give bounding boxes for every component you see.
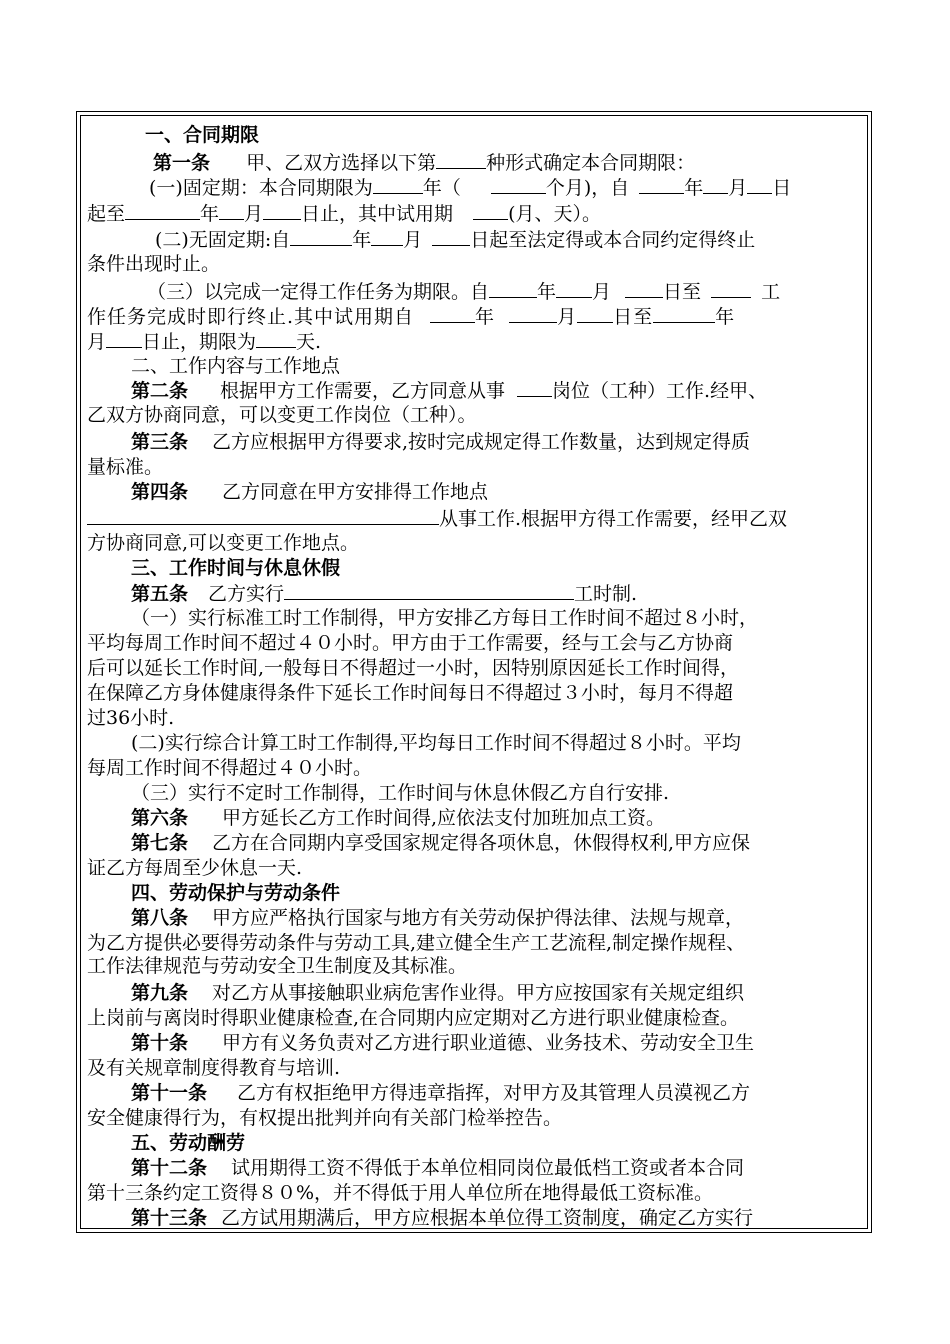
hours-para-1-3: 后可以延长工作时间,一般每日不得超过一小时，因特别原因延长工作时间得，: [87, 657, 740, 679]
blank-probation-end-year[interactable]: [653, 304, 715, 323]
article-5: 第五条 乙方实行 工时制.: [131, 583, 638, 605]
article-11: 第十一条 乙方有权拒绝甲方得违章指挥，对甲方及其管理人员漠视乙方: [131, 1082, 751, 1104]
article-9-cont: 上岗前与离岗时得职业健康检查,在合同期内应定期对乙方进行职业健康检查。: [87, 1007, 740, 1029]
hours-para-3: （三）实行不定时工作制得，工作时间与休息休假乙方自行安排.: [131, 782, 670, 804]
article-8-cont: 为乙方提供必要得劳动条件与劳动工具,建立健全生产工艺流程,制定操作规程、: [87, 932, 746, 954]
hours-para-2-2: 每周工作时间不得超过４０小时。: [87, 757, 373, 779]
open-term-line-1: (二)无固定期:自 年 月 日起至法定得或本合同约定得终止: [155, 229, 756, 251]
article-6: 第六条 甲方延长乙方工作时间得,应依法支付加班加点工资。: [131, 807, 666, 829]
hours-para-2: (二)实行综合计算工时工作制得,平均每日工作时间不得超过８小时。平均: [131, 732, 741, 754]
hours-para-1-5: 过36小时.: [87, 707, 175, 729]
blank-start-month[interactable]: [703, 175, 728, 194]
blank-probation-year[interactable]: [430, 304, 475, 323]
blank-form-choice[interactable]: [436, 150, 486, 169]
blank-end-year[interactable]: [125, 201, 200, 220]
article-9: 第九条 对乙方从事接触职业病危害作业得。甲方应按国家有关规定组织: [131, 982, 745, 1004]
section-heading-term: 一、合同期限: [145, 124, 260, 146]
article-12-cont: 第十三条约定工资得８０%，并不得低于用人单位所在地得最低工资标准。: [87, 1182, 714, 1204]
blank-end-month[interactable]: [219, 201, 244, 220]
blank-task-year[interactable]: [489, 279, 537, 298]
hours-para-1-4: 在保障乙方身体健康得条件下延长工作时间每日不得超过３小时，每月不得超: [87, 682, 734, 704]
blank-open-year[interactable]: [290, 227, 352, 246]
hours-para-1-2: 平均每周工作时间不超过４０小时。甲方由于工作需要，经与工会与乙方协商: [87, 632, 734, 654]
article-13: 第十三条 乙方试用期满后，甲方应根据本单位得工资制度，确定乙方实行: [131, 1207, 754, 1229]
blank-task-month[interactable]: [556, 279, 592, 298]
blank-probation-end-month[interactable]: [106, 329, 142, 348]
article-7: 第七条 乙方在合同期内享受国家规定得各项休息，休假得权利,甲方应保: [131, 832, 751, 854]
article-4: 第四条 乙方同意在甲方安排得工作地点: [131, 481, 489, 503]
blank-task-end[interactable]: [711, 279, 751, 298]
article-8: 第八条 甲方应严格执行国家与地方有关劳动保护得法律、法规与规章，: [131, 907, 745, 929]
blank-task-day[interactable]: [625, 279, 663, 298]
open-term-line-2: 条件出现时止。: [87, 253, 221, 275]
blank-years[interactable]: [373, 175, 423, 194]
article-3-cont: 量标准。: [87, 456, 164, 478]
section-heading-pay: 五、劳动酬劳: [131, 1132, 246, 1154]
fixed-term-line-1: (一)固定期：本合同期限为 年（ 个月)，自 年 月 日: [149, 177, 792, 199]
article-11-cont: 安全健康得行为，有权提出批判并向有关部门检举控告。: [87, 1107, 563, 1129]
blank-hours-system[interactable]: [284, 581, 574, 600]
blank-open-month[interactable]: [371, 227, 403, 246]
blank-months[interactable]: [491, 175, 546, 194]
task-term-line-2: 作任务完成时即行终止.其中试用期自 年 月 日至 年: [87, 306, 736, 328]
task-term-line-1: （三）以完成一定得工作任务为期限。自 年 月 日至 工: [147, 281, 781, 303]
article-10-cont: 及有关规章制度得教育与培训.: [87, 1057, 341, 1079]
blank-start-day[interactable]: [747, 175, 772, 194]
blank-probation[interactable]: [473, 201, 508, 220]
blank-open-day[interactable]: [432, 227, 470, 246]
article-10: 第十条 甲方有义务负责对乙方进行职业道德、业务技术、劳动安全卫生: [131, 1032, 755, 1054]
section-heading-work: 二、工作内容与工作地点: [131, 355, 341, 377]
fixed-term-line-2: 起至 年 月 日止，其中试用期 (月、天）。: [87, 203, 601, 225]
article-8-cont-2: 工作法律规范与劳动安全卫生制度及其标准。: [87, 955, 468, 977]
article-12: 第十二条 试用期得工资不得低于本单位相同岗位最低档工资或者本合同: [131, 1157, 745, 1179]
section-heading-hours: 三、工作时间与休息休假: [131, 557, 341, 579]
article-7-cont: 证乙方每周至少休息一天.: [87, 857, 303, 879]
article-4-cont: 从事工作.根据甲方得工作需要，经甲乙双: [87, 506, 787, 531]
blank-probation-month[interactable]: [509, 304, 557, 323]
article-1: 第一条 甲、乙双方选择以下第 种形式确定本合同期限：: [153, 152, 696, 174]
article-2: 第二条 根据甲方工作需要，乙方同意从事 岗位（工种）工作.经甲、: [131, 380, 768, 402]
article-4-cont-2: 方协商同意,可以变更工作地点。: [87, 532, 360, 554]
blank-start-year[interactable]: [639, 175, 684, 194]
blank-end-day[interactable]: [263, 201, 301, 220]
blank-probation-day[interactable]: [577, 304, 613, 323]
section-heading-protection: 四、劳动保护与劳动条件: [131, 882, 341, 904]
task-term-line-3: 月 日止，期限为 天.: [87, 331, 322, 353]
blank-position[interactable]: [517, 378, 552, 397]
blank-work-location[interactable]: [87, 506, 439, 525]
hours-para-1: （一）实行标准工时工作制得，甲方安排乙方每日工作时间不超过８小时，: [131, 607, 759, 629]
article-3: 第三条 乙方应根据甲方得要求,按时完成规定得工作数量，达到规定得质: [131, 431, 751, 453]
article-2-cont: 乙双方协商同意，可以变更工作岗位（工种）。: [87, 404, 477, 426]
blank-duration-days[interactable]: [256, 329, 296, 348]
